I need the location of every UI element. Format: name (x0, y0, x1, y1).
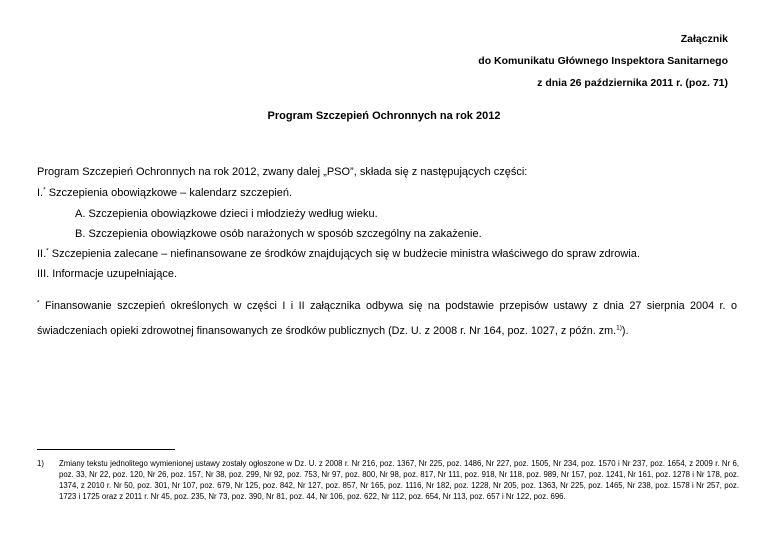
financing-note-line-1: * Finansowanie szczepień określonych w części I i II załącznika odbywa się na podstawie przepisów ustawy z dnia 27 sierpnia 2004 r. o (37, 299, 737, 312)
footnote-text: Zmiany tekstu jednolitego wymienionej ustawy zostały ogłoszone w Dz. U. z 2008 r. Nr 216, poz. 1367, Nr 225, poz. 1486, Nr 227, poz. 1505, Nr 234, poz. 1570 i Nr 237, poz. 1654, z 2009 r. Nr 6, poz. 33, Nr 22, poz. 120, Nr 26, poz. 157, Nr 38, poz. 299, Nr 92, poz. 753, Nr 97, poz. 800, Nr 98, poz. 817, Nr 111, poz. 918, Nr 118, poz. 989, Nr 157, poz. 1241, Nr 161, poz. 1278 i Nr 178, poz. 1374, z 2010 r. Nr 50, poz. 301, Nr 107, poz. 679, Nr 125, poz. 842, Nr 127, poz. 857, Nr 165, poz. 1116, Nr 182, poz. 1228, Nr 205, poz. 1363, Nr 225, poz. 1465, Nr 238, poz. 1578 i Nr 257, poz. 1723 i 1725 oraz z 2011 r. Nr 45, poz. 235, Nr 73, poz. 390, Nr 81, poz. 44, Nr 106, poz. 622, Nr 112, poz. 654, Nr 113, poz. 657 i Nr 122, poz. 696. (59, 459, 739, 501)
section-1-title: Szczepienia obowiązkowe – kalendarz szczepień. (48, 187, 293, 199)
section-2-title: Szczepienia zalecane – niefinansowane ze środków znajdujących się w budżecie ministra właściwego do spraw zdrowia. (51, 248, 640, 260)
section-1 (37, 187, 292, 199)
annex-date: z dnia 26 października 2011 r. (poz. 71) (537, 77, 728, 89)
section-1-footnote-mark: * (43, 186, 46, 194)
section-1a: A. Szczepienia obowiązkowe dzieci i młodzieży według wieku. (75, 208, 378, 220)
footnote-number: 1) (37, 459, 44, 468)
section-2-footnote-mark: * (46, 247, 49, 255)
section-2-number: II. (37, 248, 47, 260)
footnote-reference: 1) (616, 324, 622, 332)
section-2 (37, 248, 640, 260)
section-1-number: I. (37, 187, 44, 199)
section-1b: B. Szczepienia obowiązkowe osób narażonych w sposób szczególny na zakażenie. (75, 228, 482, 240)
financing-note-line-2: świadczeniach opieki zdrowotnej finansowanych ze środków publicznych (Dz. U. z 2008 r. Nr 164, poz. 1027, z późn. zm.$^{1)}$). (37, 324, 629, 337)
financing-note (37, 294, 737, 344)
annex-label: Załącznik (680, 33, 728, 45)
intro-paragraph: Program Szczepień Ochronnych na rok 2012, zwany dalej „PSO”, składa się z następujących części: (37, 166, 528, 178)
footnote-separator (37, 449, 175, 450)
financing-note-mark: * (37, 299, 40, 307)
section-3: III. Informacje uzupełniające. (37, 268, 178, 280)
annex-reference: do Komunikatu Głównego Inspektora Sanitarnego (478, 55, 728, 67)
document-title: Program Szczepień Ochronnych na rok 2012 (267, 110, 501, 122)
